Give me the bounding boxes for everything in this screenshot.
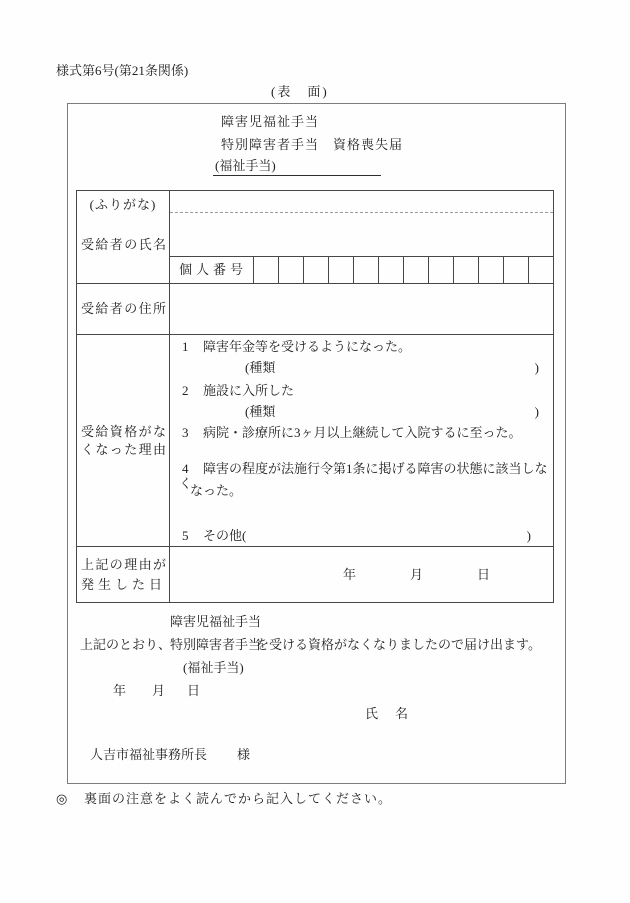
personal-number-boxes — [253, 257, 553, 283]
declaration-suffix: を受ける資格がなくなりましたので届け出ます。 — [256, 637, 541, 652]
form-title-line2: 特別障害者手当 資格喪失届 — [221, 137, 404, 152]
reason-5-text: その他( — [203, 528, 247, 543]
declaration-day-label: 日 — [187, 683, 201, 698]
personal-number-box[interactable] — [278, 257, 303, 283]
addressee-label: 人吉市福祉事務所長 — [90, 747, 208, 762]
recipient-name-label: 受給者の氏名 — [81, 237, 168, 252]
reason-3-text: 病院・診療所に3ヶ月以上継続して入院するに至った。 — [203, 425, 522, 440]
address-input-area[interactable] — [170, 284, 553, 334]
personal-number-box[interactable] — [303, 257, 328, 283]
footer-note-mark-icon: ◎ — [56, 791, 68, 806]
personal-number-box[interactable] — [528, 257, 553, 283]
reason-4-text-wrap: なった。 — [190, 483, 243, 498]
reason-1-text: 障害年金等を受けるようになった。 — [203, 339, 412, 354]
addressee-honorific: 様 — [237, 747, 251, 762]
furigana-input-area[interactable] — [170, 191, 553, 213]
personal-number-box[interactable] — [503, 257, 528, 283]
personal-number-row — [170, 256, 553, 283]
furigana-label: (ふりがな) — [89, 197, 157, 212]
reason-1-number: 1 — [182, 339, 189, 354]
reason-2-kind-close: ) — [534, 404, 539, 419]
reason-4-text: 障害の程度が法施行令第1条に掲げる障害の状態に該当しなく — [179, 461, 548, 491]
personal-number-box[interactable] — [253, 257, 278, 283]
declaration-allowance-3: (福祉手当) — [183, 660, 244, 675]
declaration-allowance-2: 特別障害者手当 — [170, 637, 262, 652]
occurrence-month-label: 月 — [410, 567, 424, 582]
reason-item-3 — [179, 425, 522, 440]
reason-2-text: 施設に入所した — [203, 383, 295, 398]
declaration-prefix: 上記のとおり、 — [80, 637, 172, 652]
personal-number-box[interactable] — [403, 257, 428, 283]
reason-item-2 — [179, 383, 294, 398]
reason-label-line1: 受給資格がな — [81, 423, 168, 439]
reason-4-number: 4 — [182, 461, 189, 476]
footer-note: 裏面の注意をよく読んでから記入してください。 — [84, 791, 393, 806]
reason-5-close: ) — [526, 528, 531, 543]
declaration-year-label: 年 — [113, 683, 127, 698]
occurrence-date-input-area[interactable] — [170, 547, 553, 602]
occurrence-day-label: 日 — [477, 567, 491, 582]
reason-1-kind-label: (種類 — [245, 360, 276, 375]
table-row-address — [77, 283, 553, 334]
reason-1-kind-close: ) — [534, 360, 539, 375]
reason-label-line2: くなった理由 — [81, 441, 168, 457]
personal-number-box[interactable] — [378, 257, 403, 283]
occurrence-date-label-cell — [77, 547, 170, 602]
occurrence-date-label-line1: 上記の理由が — [81, 556, 168, 572]
declaration-allowance-1: 障害児福祉手当 — [170, 614, 262, 629]
reason-item-5 — [179, 528, 531, 543]
form-title-line3: (福祉手当) — [215, 158, 276, 173]
personal-number-box[interactable] — [428, 257, 453, 283]
table-row-reason — [77, 334, 553, 546]
address-label-cell — [77, 284, 170, 334]
form-title-line1: 障害児福祉手当 — [221, 114, 320, 129]
declaration-month-label: 月 — [152, 683, 166, 698]
recipient-address-label: 受給者の住所 — [81, 301, 168, 316]
personal-number-box[interactable] — [478, 257, 503, 283]
reason-2-number: 2 — [182, 383, 189, 398]
personal-number-label: 個人番号 — [179, 262, 248, 277]
table-row-name — [77, 191, 553, 283]
signature-name-label: 氏 名 — [365, 706, 411, 721]
personal-number-box[interactable] — [353, 257, 378, 283]
form-title-line3-underlined — [213, 158, 381, 176]
recipient-table — [76, 190, 554, 603]
reason-label-cell — [77, 335, 170, 546]
side-label: (表 面) — [271, 84, 329, 99]
occurrence-year-label: 年 — [343, 567, 357, 582]
occurrence-date-label-line2: 発生した日 — [81, 576, 167, 592]
reason-5-number: 5 — [182, 528, 189, 543]
name-input-area[interactable] — [170, 213, 553, 256]
reason-2-kind-line — [245, 404, 539, 419]
name-label-cell — [77, 191, 170, 283]
reason-item-1 — [179, 339, 411, 354]
reason-content-cell — [170, 335, 553, 546]
reason-2-kind-label: (種類 — [245, 404, 276, 419]
reason-1-kind-line — [245, 360, 539, 375]
form-number: 様式第6号(第21条関係) — [56, 63, 189, 78]
personal-number-box[interactable] — [453, 257, 478, 283]
name-content-cell — [170, 191, 553, 283]
reason-3-number: 3 — [182, 425, 189, 440]
personal-number-box[interactable] — [328, 257, 353, 283]
table-row-occurrence-date — [77, 546, 553, 602]
